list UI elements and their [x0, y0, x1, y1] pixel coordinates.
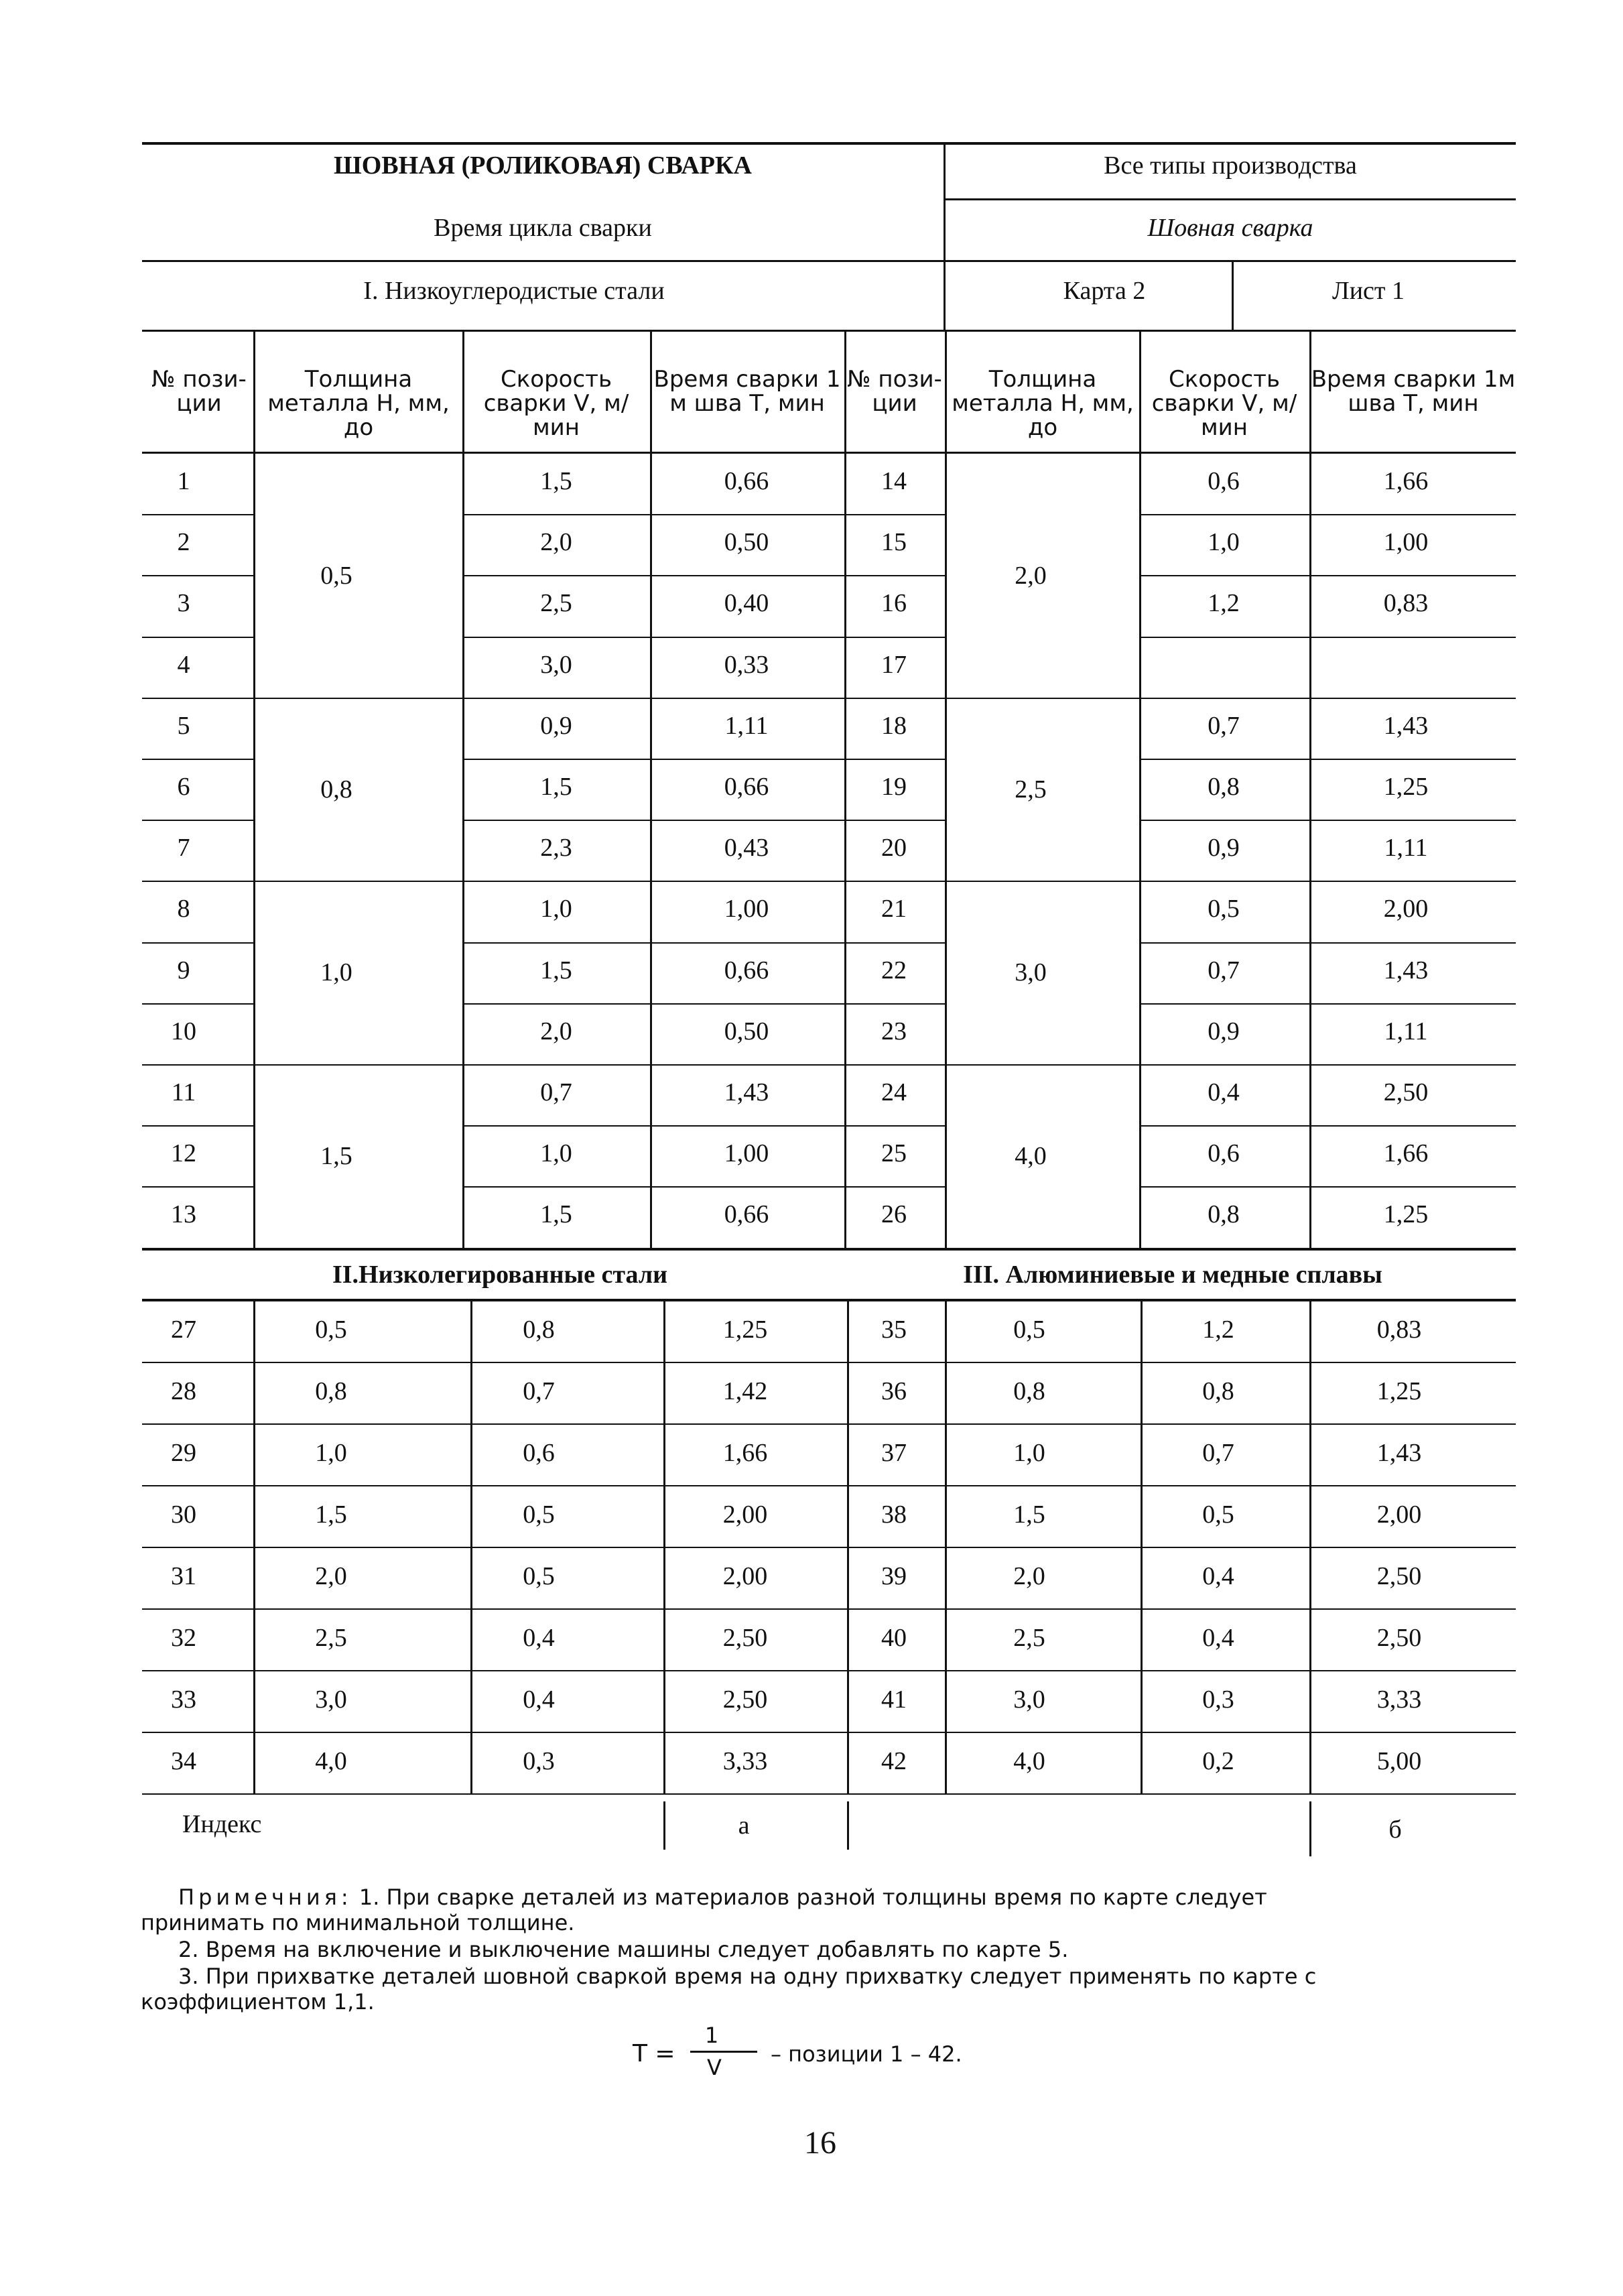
position-number: 13: [171, 1200, 196, 1228]
speed-value: 0,5: [523, 1562, 555, 1590]
group-rule: [253, 698, 462, 699]
time-value: 0,66: [724, 467, 769, 495]
position-number: 29: [171, 1439, 196, 1467]
position-number: 7: [177, 834, 190, 862]
speed-value: 0,9: [540, 712, 572, 740]
position-number: 3: [177, 589, 190, 617]
column-rule: [1309, 1300, 1311, 1793]
sheet-number: Лист 1: [1332, 277, 1405, 305]
row-rule: [1139, 942, 1516, 944]
column-rule: [1141, 1300, 1143, 1793]
time-value: 0,66: [724, 1200, 769, 1228]
thickness-value: 1,0: [1013, 1439, 1045, 1467]
position-number: 40: [881, 1624, 907, 1652]
cycle-label: Время цикла сварки: [434, 214, 652, 242]
position-number: 15: [881, 528, 907, 556]
thickness-value: 1,0: [315, 1439, 347, 1467]
column-rule: [1309, 453, 1311, 1248]
note-2: 2. Время на включение и выключение машины следует добавлять по карте 5.: [178, 1937, 1069, 1962]
position-number: 25: [881, 1139, 907, 1167]
time-value: 5,00: [1376, 1747, 1422, 1775]
time-value: 2,00: [722, 1562, 768, 1590]
time-value: 0,40: [724, 589, 769, 617]
header-divider: [1232, 261, 1234, 331]
row-rule: [142, 1064, 253, 1066]
position-number: 35: [881, 1316, 907, 1344]
speed-value: 0,7: [523, 1377, 555, 1405]
speed-value: 0,5: [1202, 1501, 1234, 1529]
thickness-value: 3,0: [1015, 958, 1047, 986]
row-rule: [462, 698, 945, 699]
column-rule: [1139, 453, 1141, 1248]
speed-value: 0,7: [1208, 712, 1240, 740]
thickness-value: 3,0: [1013, 1685, 1045, 1714]
time-value: 0,66: [724, 956, 769, 984]
speed-value: 0,4: [523, 1685, 555, 1714]
row-rule: [1139, 1125, 1516, 1127]
position-number: 32: [171, 1624, 196, 1652]
position-number: 11: [171, 1078, 196, 1106]
position-number: 24: [881, 1078, 907, 1106]
row-rule: [462, 514, 945, 515]
position-number: 31: [171, 1562, 196, 1590]
speed-value: 0,8: [523, 1316, 555, 1344]
section1-title: I. Низкоуглеродистые стали: [363, 277, 665, 305]
time-value: 1,43: [1376, 1439, 1422, 1467]
thickness-value: 2,0: [1013, 1562, 1045, 1590]
time-value: 0,50: [724, 1017, 769, 1045]
note-1-text: 1. При сварке деталей из материалов разной толщины время по карте следует: [352, 1885, 1267, 1910]
speed-value: 2,5: [540, 589, 572, 617]
speed-value: 0,7: [1202, 1439, 1234, 1467]
position-number: 33: [171, 1685, 196, 1714]
time-value: 1,25: [1383, 1200, 1429, 1228]
thickness-value: 1,5: [1013, 1501, 1045, 1529]
column-rule: [844, 331, 846, 453]
header-top-rule: [142, 142, 1516, 145]
speed-value: 0,6: [1208, 1139, 1240, 1167]
position-number: 21: [881, 895, 907, 923]
speed-value: 0,8: [1202, 1377, 1234, 1405]
row-rule: [1139, 881, 1516, 882]
index-a: а: [738, 1811, 750, 1840]
position-number: 10: [171, 1017, 196, 1045]
column-rule: [253, 453, 255, 1248]
position-number: 23: [881, 1017, 907, 1045]
group-rule: [253, 1064, 462, 1066]
position-number: 4: [177, 651, 190, 679]
speed-value: 1,5: [540, 1200, 572, 1228]
formula-fraction-bar: [690, 2051, 757, 2053]
column-rule: [945, 453, 947, 1248]
position-number: 6: [177, 773, 190, 801]
column-rule: [1309, 331, 1311, 453]
thickness-value: 0,5: [320, 561, 352, 590]
row-rule: [142, 1793, 1516, 1795]
header-rule: [142, 260, 1516, 262]
row-rule: [1139, 820, 1516, 821]
position-number: 8: [177, 895, 190, 923]
column-rule: [847, 1300, 849, 1793]
speed-value: 0,6: [523, 1439, 555, 1467]
column-rule: [945, 331, 947, 453]
speed-value: 2,0: [540, 528, 572, 556]
speed-value: 3,0: [540, 651, 572, 679]
row-rule: [142, 514, 253, 515]
thickness-value: 0,8: [1013, 1377, 1045, 1405]
thickness-value: 1,5: [315, 1501, 347, 1529]
column-header-pos: № пози- ции: [151, 366, 247, 417]
formula-denominator: V: [707, 2055, 722, 2080]
index-divider: [1309, 1801, 1311, 1856]
column-header-time: Время сварки 1м шва Т, мин: [1311, 366, 1516, 417]
row-rule: [142, 1186, 253, 1188]
time-value: 0,83: [1376, 1316, 1422, 1344]
speed-value: 0,7: [1208, 956, 1240, 984]
row-rule: [142, 942, 253, 944]
speed-value: 0,4: [1208, 1078, 1240, 1106]
position-number: 19: [881, 773, 907, 801]
time-value: 3,33: [1376, 1685, 1422, 1714]
time-value: 1,11: [1384, 834, 1428, 862]
speed-value: 1,2: [1208, 589, 1240, 617]
row-rule: [462, 942, 945, 944]
speed-value: 1,0: [1208, 528, 1240, 556]
card-number: Карта 2: [1063, 277, 1146, 305]
time-value: 1,66: [1383, 467, 1429, 495]
speed-value: 2,3: [540, 834, 572, 862]
column-rule: [1139, 331, 1141, 453]
welding-type-label: Шовная сварка: [1147, 214, 1313, 242]
time-value: 0,43: [724, 834, 769, 862]
thickness-value: 0,5: [315, 1316, 347, 1344]
thickness-value: 2,0: [315, 1562, 347, 1590]
position-number: 37: [881, 1439, 907, 1467]
speed-value: 1,2: [1202, 1316, 1234, 1344]
group-rule: [945, 698, 1139, 699]
position-number: 41: [881, 1685, 907, 1714]
time-value: 1,25: [1376, 1377, 1422, 1405]
time-value: 1,42: [722, 1377, 768, 1405]
row-rule: [462, 1064, 945, 1066]
speed-value: 0,9: [1208, 834, 1240, 862]
position-number: 26: [881, 1200, 907, 1228]
time-value: 0,33: [724, 651, 769, 679]
position-number: 22: [881, 956, 907, 984]
row-rule: [142, 881, 253, 882]
section3-title: III. Алюминиевые и медные сплавы: [963, 1261, 1382, 1289]
row-rule: [142, 820, 253, 821]
speed-value: 1,5: [540, 773, 572, 801]
speed-value: 0,2: [1202, 1747, 1234, 1775]
position-number: 30: [171, 1501, 196, 1529]
row-rule: [142, 637, 253, 638]
column-rule: [470, 1300, 472, 1793]
group-rule: [253, 881, 462, 882]
position-number: 20: [881, 834, 907, 862]
position-number: 16: [881, 589, 907, 617]
speed-value: 0,9: [1208, 1017, 1240, 1045]
speed-value: 0,8: [1208, 1200, 1240, 1228]
thickness-value: 2,0: [1015, 561, 1047, 590]
position-number: 12: [171, 1139, 196, 1167]
table-title: ШОВНАЯ (РОЛИКОВАЯ) СВАРКА: [334, 151, 752, 180]
row-rule: [1139, 514, 1516, 515]
speed-value: 0,6: [1208, 467, 1240, 495]
time-value: 2,50: [722, 1685, 768, 1714]
thickness-value: 2,5: [1013, 1624, 1045, 1652]
time-value: 2,50: [1376, 1624, 1422, 1652]
row-rule: [1139, 1186, 1516, 1188]
thickness-value: 2,5: [315, 1624, 347, 1652]
speed-value: 0,4: [523, 1624, 555, 1652]
speed-value: 1,0: [540, 1139, 572, 1167]
time-value: 1,00: [1383, 528, 1429, 556]
time-value: 1,66: [1383, 1139, 1429, 1167]
time-value: 0,50: [724, 528, 769, 556]
row-rule: [1139, 759, 1516, 760]
group-rule: [945, 1064, 1139, 1066]
column-rule: [844, 453, 846, 1248]
header-body-rule: [142, 452, 1516, 454]
thickness-value: 1,0: [320, 958, 352, 986]
row-rule: [462, 1003, 945, 1005]
column-rule: [253, 331, 255, 453]
column-header-speed: Скорость сварки V, м/мин: [483, 366, 629, 441]
column-rule: [663, 1300, 665, 1793]
speed-value: 0,7: [540, 1078, 572, 1106]
time-value: 1,43: [724, 1078, 769, 1106]
index-label: Индекс: [182, 1810, 262, 1838]
speed-value: 1,5: [540, 956, 572, 984]
row-rule: [462, 575, 945, 576]
time-value: 2,00: [1383, 895, 1429, 923]
note-1: [178, 1885, 1267, 1910]
note-1-cont: принимать по минимальной толщине.: [141, 1910, 575, 1935]
speed-value: 1,5: [540, 467, 572, 495]
time-value: 2,00: [722, 1501, 768, 1529]
thickness-value: 4,0: [315, 1747, 347, 1775]
page-number: 16: [804, 2125, 836, 2161]
speed-value: 2,0: [540, 1017, 572, 1045]
time-value: 1,11: [1384, 1017, 1428, 1045]
header-divider: [944, 142, 946, 331]
row-rule: [462, 1186, 945, 1188]
row-rule: [1139, 1003, 1516, 1005]
thickness-value: 0,8: [315, 1377, 347, 1405]
row-rule: [462, 637, 945, 638]
notes-prefix: Примечния:: [178, 1885, 352, 1910]
speed-value: 0,5: [1208, 895, 1240, 923]
position-number: 5: [177, 712, 190, 740]
thickness-value: 3,0: [315, 1685, 347, 1714]
column-rule: [253, 1300, 255, 1793]
row-rule: [462, 881, 945, 882]
thickness-value: 0,8: [320, 775, 352, 804]
thickness-value: 2,5: [1015, 775, 1047, 804]
row-rule: [1139, 698, 1516, 699]
row-rule: [1139, 637, 1516, 638]
group-rule: [945, 881, 1139, 882]
time-value: 1,43: [1383, 712, 1429, 740]
column-header-time: Время сварки 1 м шва Т, мин: [653, 366, 841, 417]
position-number: 9: [177, 956, 190, 984]
header-rule: [945, 198, 1516, 200]
row-rule: [142, 1125, 253, 1127]
position-number: 2: [177, 528, 190, 556]
section2-title: II.Низколегированные стали: [332, 1261, 668, 1289]
row-rule: [142, 759, 253, 760]
column-header-thickness: Толщина металла Н, мм, до: [267, 366, 450, 441]
note-3-cont: коэффициентом 1,1.: [141, 1989, 375, 2015]
row-rule: [1139, 1064, 1516, 1066]
time-value: 1,11: [724, 712, 769, 740]
time-value: 3,33: [722, 1747, 768, 1775]
column-rule: [462, 331, 464, 453]
section1-bottom-rule: [142, 1248, 1516, 1251]
row-rule: [142, 1003, 253, 1005]
production-label: Все типы производства: [1104, 151, 1357, 180]
position-number: 18: [881, 712, 907, 740]
time-value: 1,25: [722, 1316, 768, 1344]
row-rule: [142, 575, 253, 576]
speed-value: 0,3: [523, 1747, 555, 1775]
time-value: 2,50: [1376, 1562, 1422, 1590]
time-value: 0,83: [1383, 589, 1429, 617]
formula-rhs: – позиции 1 – 42.: [771, 2041, 962, 2067]
row-rule: [1139, 575, 1516, 576]
position-number: 34: [171, 1747, 196, 1775]
position-number: 27: [171, 1316, 196, 1344]
column-rule: [650, 453, 652, 1248]
column-rule: [462, 453, 464, 1248]
position-number: 39: [881, 1562, 907, 1590]
time-value: 1,00: [724, 895, 769, 923]
speed-value: 0,4: [1202, 1562, 1234, 1590]
index-b: б: [1388, 1815, 1402, 1844]
column-header-pos: № пози- ции: [847, 366, 942, 417]
speed-value: 1,0: [540, 895, 572, 923]
time-value: 2,50: [1383, 1078, 1429, 1106]
position-number: 17: [881, 651, 907, 679]
column-rule: [945, 1300, 947, 1793]
index-divider: [663, 1801, 665, 1850]
index-divider: [847, 1801, 849, 1850]
row-rule: [462, 820, 945, 821]
column-header-speed: Скорость сварки V, м/мин: [1151, 366, 1297, 441]
position-number: 38: [881, 1501, 907, 1529]
row-rule: [142, 698, 253, 699]
column-header-thickness: Толщина металла Н, мм, до: [952, 366, 1134, 441]
column-rule: [650, 331, 652, 453]
formula-lhs: Т =: [633, 2040, 675, 2067]
speed-value: 0,4: [1202, 1624, 1234, 1652]
thickness-value: 4,0: [1013, 1747, 1045, 1775]
time-value: 1,00: [724, 1139, 769, 1167]
time-value: 1,43: [1383, 956, 1429, 984]
position-number: 28: [171, 1377, 196, 1405]
row-rule: [462, 1125, 945, 1127]
formula-numerator: 1: [704, 2023, 719, 2048]
speed-value: 0,5: [523, 1501, 555, 1529]
thickness-value: 1,5: [320, 1142, 352, 1170]
speed-value: 0,3: [1202, 1685, 1234, 1714]
thickness-value: 0,5: [1013, 1316, 1045, 1344]
time-value: 1,25: [1383, 773, 1429, 801]
position-number: 14: [881, 467, 907, 495]
row-rule: [462, 759, 945, 760]
position-number: 36: [881, 1377, 907, 1405]
time-value: 2,00: [1376, 1501, 1422, 1529]
speed-value: 0,8: [1208, 773, 1240, 801]
time-value: 0,66: [724, 773, 769, 801]
time-value: 2,50: [722, 1624, 768, 1652]
time-value: 1,66: [722, 1439, 768, 1467]
note-3: 3. При прихватке деталей шовной сваркой время на одну прихватку следует применять по карте с: [178, 1964, 1317, 1989]
position-number: 42: [881, 1747, 907, 1775]
position-number: 1: [177, 467, 190, 495]
thickness-value: 4,0: [1015, 1142, 1047, 1170]
